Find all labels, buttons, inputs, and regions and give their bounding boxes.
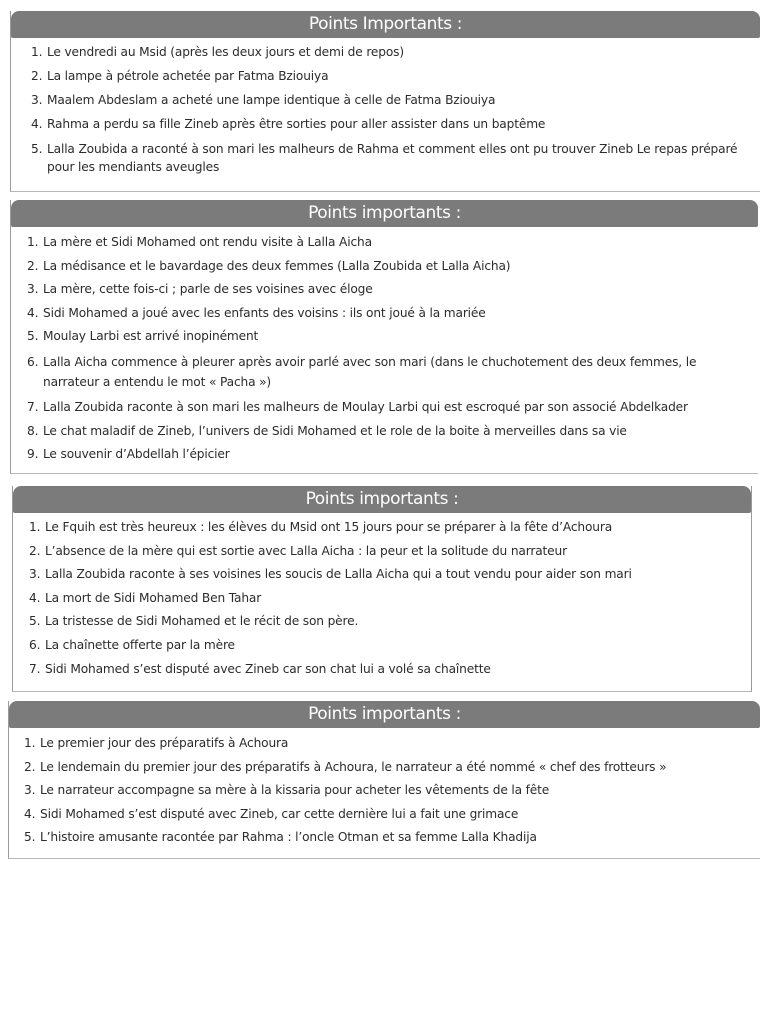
list-item: 2. La lampe à pétrole achetée par Fatma Bziouiya bbox=[31, 69, 329, 83]
section-header: Points Importants : bbox=[11, 11, 760, 38]
section-3 bbox=[12, 486, 752, 692]
section-header: Points importants : bbox=[11, 200, 758, 227]
section-header: Points importants : bbox=[13, 486, 751, 513]
list-item: 5. L’histoire amusante racontée par Rahma : l’oncle Otman et sa femme Lalla Khadija bbox=[24, 830, 537, 845]
points-list bbox=[11, 227, 758, 462]
list-item: 4. La mort de Sidi Mohamed Ben Tahar bbox=[29, 590, 262, 605]
list-item: 1. Le Fquih est très heureux : les élèves du Msid ont 15 jours pour se préparer à la fête d’Achoura bbox=[29, 520, 613, 534]
list-item: 3. Maalem Abdeslam a acheté une lampe identique à celle de Fatma Bziouiya bbox=[31, 93, 496, 107]
list-item: 1. La mère et Sidi Mohamed ont rendu visite à Lalla Aicha bbox=[27, 235, 372, 249]
list-item: 9. Le souvenir d’Abdellah l’épicier bbox=[27, 447, 230, 461]
section-1 bbox=[10, 11, 760, 192]
list-item: 2. La médisance et le bavardage des deux femmes (Lalla Zoubida et Lalla Aicha) bbox=[27, 258, 511, 273]
list-item: 7. Lalla Zoubida raconte à son mari les malheurs de Moulay Larbi qui est escroqué par son associé Abdelkader bbox=[27, 400, 688, 414]
section-header: Points importants : bbox=[9, 701, 760, 728]
list-item: 5. Lalla Zoubida a raconté à son mari les malheurs de Rahma et comment elles ont pu trouver Zineb Le repas préparé pour les mendiants aveugles bbox=[31, 142, 738, 174]
list-item: 3. La mère, cette fois-ci ; parle de ses voisines avec éloge bbox=[27, 282, 373, 296]
list-item: 3. Le narrateur accompagne sa mère à la kissaria pour acheter les vêtements de la fête bbox=[24, 783, 550, 798]
list-item: 3. Lalla Zoubida raconte à ses voisines les soucis de Lalla Aicha qui a tout vendu pour aider son mari bbox=[29, 567, 632, 582]
list-item: 2. L’absence de la mère qui est sortie avec Lalla Aicha : la peur et la solitude du narrateur bbox=[29, 543, 567, 558]
section-4 bbox=[8, 701, 760, 859]
list-item: 1. Le vendredi au Msid (après les deux jours et demi de repos) bbox=[31, 45, 404, 59]
list-item: 4. Rahma a perdu sa fille Zineb après être sorties pour aller assister dans un baptême bbox=[31, 117, 546, 131]
list-item: 7. Sidi Mohamed s’est disputé avec Zineb car son chat lui a volé sa chaînette bbox=[29, 661, 491, 676]
list-item: 5. Moulay Larbi est arrivé inopinément bbox=[27, 329, 259, 343]
list-item: 6. La chaînette offerte par la mère bbox=[29, 637, 235, 652]
list-item: 2. Le lendemain du premier jour des préparatifs à Achoura, le narrateur a été nommé « chef des frotteurs » bbox=[24, 759, 667, 774]
list-item: 4. Sidi Mohamed s’est disputé avec Zineb, car cette dernière lui a fait une grimace bbox=[24, 806, 519, 821]
points-list bbox=[13, 513, 751, 677]
points-list bbox=[9, 728, 760, 845]
section-2 bbox=[10, 200, 758, 474]
list-item: 5. La tristesse de Sidi Mohamed et le récit de son père. bbox=[29, 614, 359, 629]
list-item: 8. Le chat maladif de Zineb, l’univers de Sidi Mohamed et le role de la boite à merveilles dans sa vie bbox=[27, 423, 627, 438]
list-item: 6. Lalla Aicha commence à pleurer après avoir parlé avec son mari (dans le chuchotement des deux femmes, le narrateur a entendu le mot « Pacha ») bbox=[27, 354, 697, 389]
list-item: 1. Le premier jour des préparatifs à Achoura bbox=[24, 736, 289, 750]
list-item: 4. Sidi Mohamed a joué avec les enfants des voisins : ils ont joué à la mariée bbox=[27, 305, 486, 320]
points-list bbox=[11, 38, 760, 176]
